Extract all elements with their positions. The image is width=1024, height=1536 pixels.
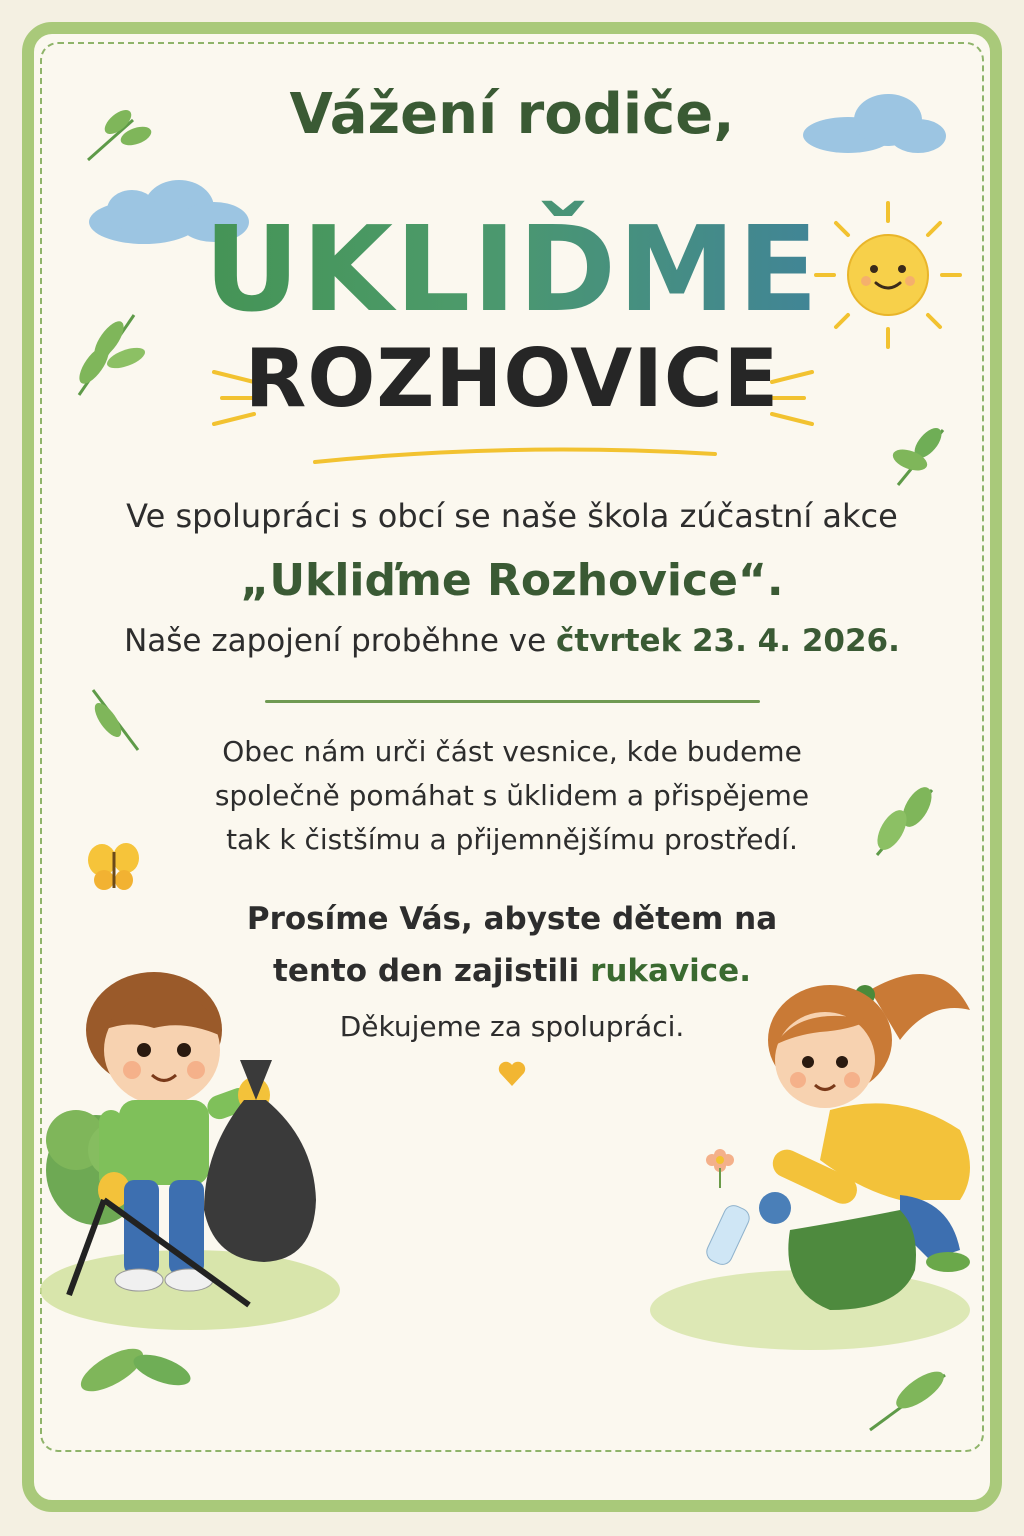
boy-with-trash-bag: [44, 950, 324, 1310]
body-line: [0, 818, 1024, 862]
thanks-text: Děkujeme za spolupráci.: [339, 1010, 685, 1043]
request-text: tento den zajistili: [273, 953, 580, 989]
intro-text: Ve spolupráci s obcí se naše škola zúčastní akce: [126, 497, 898, 535]
leaf-icon: [72, 1330, 202, 1410]
leaf-icon: [860, 1360, 960, 1440]
gloves-highlight: rukavice.: [590, 953, 751, 989]
heart-icon: [497, 1060, 527, 1088]
title-underline: [310, 442, 720, 472]
body-text: přijemnějšímu: [455, 823, 656, 856]
body-text: čistšímu: [304, 823, 421, 856]
body-text: a: [429, 823, 447, 856]
event-date: čtvrtek 23. 4. 2026.: [556, 623, 900, 659]
leaf-icon: [888, 415, 958, 495]
girl-picking-bottle: [700, 950, 990, 1320]
request-line: Prosíme Vás, abyste dětem na: [246, 901, 778, 937]
date-line: [0, 623, 1024, 659]
greeting-heading: Vážení rodiče,: [289, 82, 735, 147]
title-line-2: ROZHOVICE: [244, 332, 780, 425]
body-text: tak k: [226, 823, 296, 856]
date-prefix: Naše zapojení proběhne ve: [124, 623, 547, 659]
body-line: společně pomáhat s ŭklidem a přispějeme: [214, 779, 810, 812]
body-paragraph: [0, 730, 1024, 862]
title-line-1: UKLIĎME: [0, 200, 1024, 338]
body-text: prostředí.: [663, 823, 798, 856]
body-line: Obec nám urči část vesnice, kde budeme: [222, 735, 802, 768]
divider: [265, 700, 760, 703]
event-name: „Ukliďme Rozhovice“.: [240, 555, 784, 606]
